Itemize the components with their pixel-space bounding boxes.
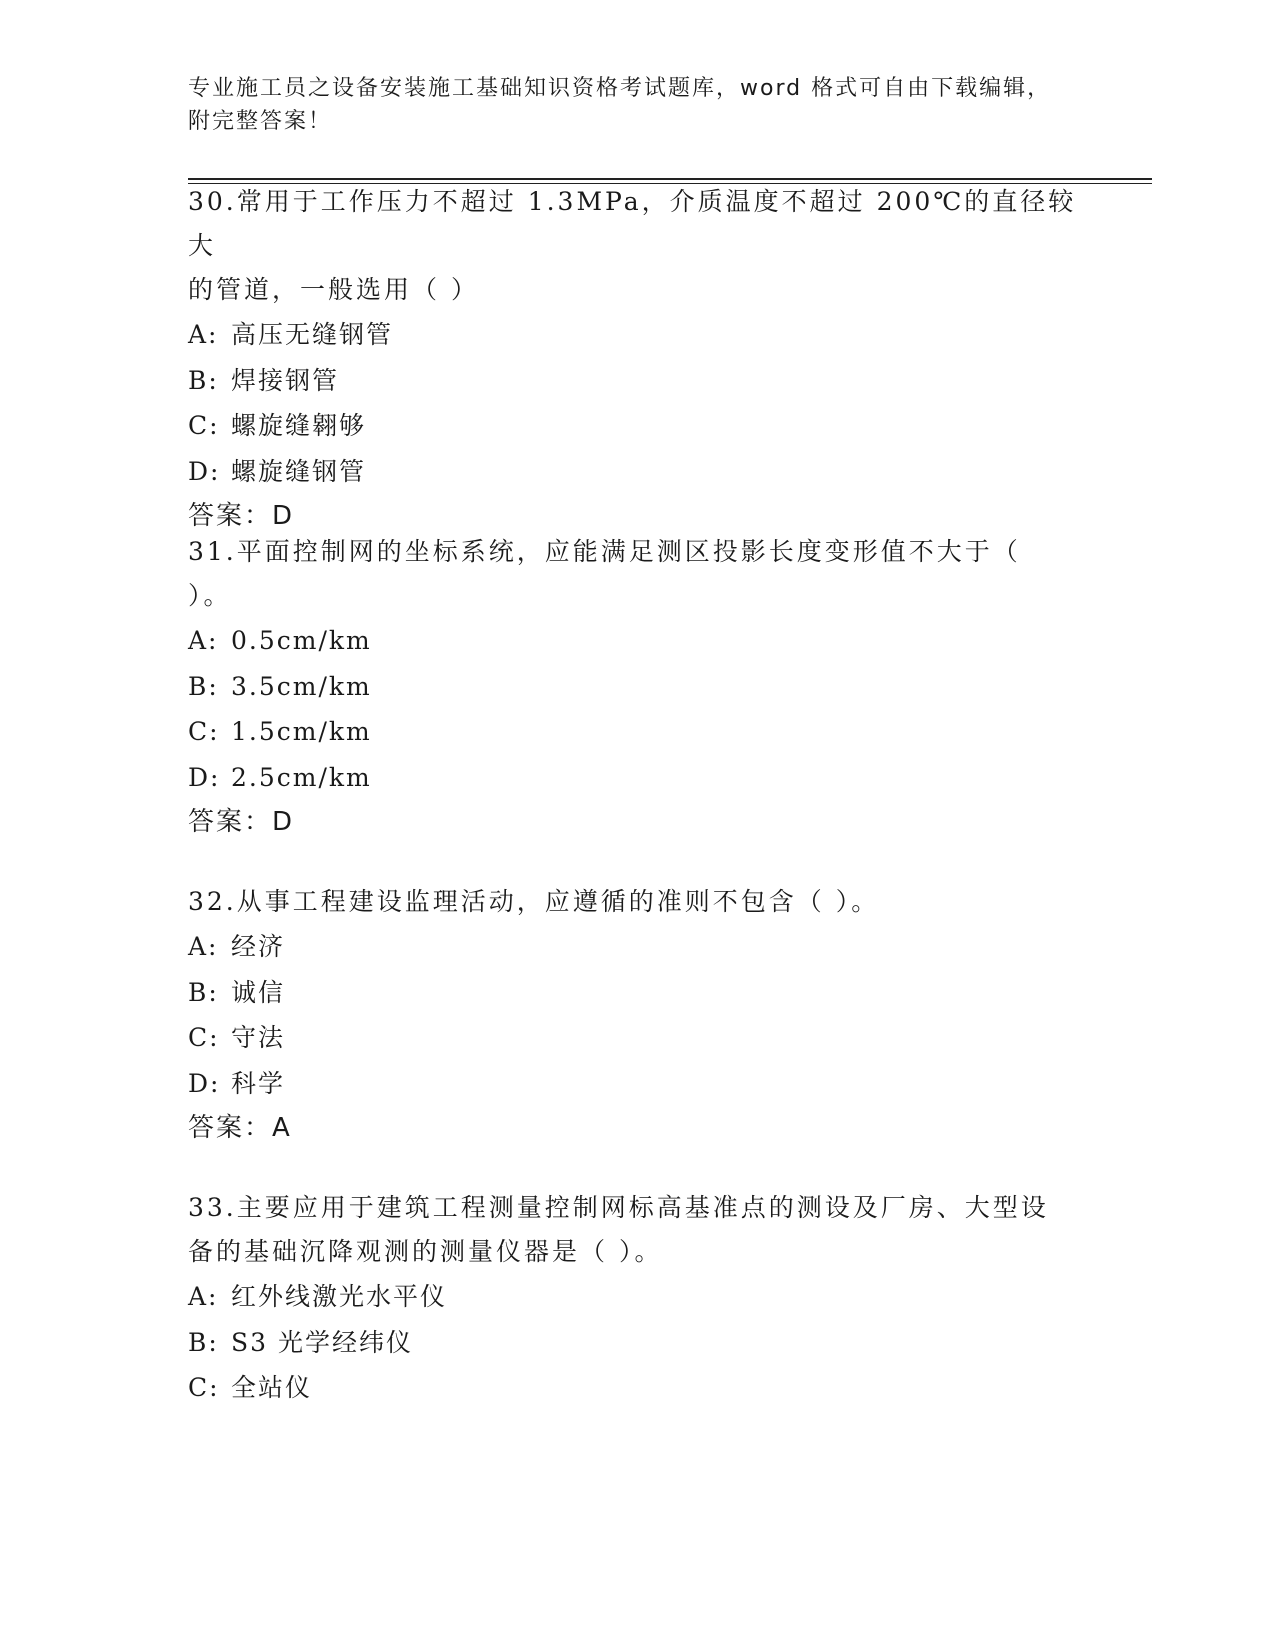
option-key: C: [188, 1023, 220, 1052]
option-d [188, 755, 1088, 801]
option-b [188, 970, 1088, 1016]
option-text: 螺旋缝钢管 [231, 456, 367, 486]
option-a [188, 1274, 1088, 1320]
question-stem-line: 31.平面控制网的坐标系统，应能满足测区投影长度变形值不大于（ [188, 537, 1021, 566]
option-c [188, 1015, 1088, 1061]
option-text: 3.5cm/km [231, 671, 372, 701]
question-33 [188, 1186, 1088, 1411]
option-text: 高压无缝钢管 [231, 320, 394, 349]
option-text: 科学 [231, 1068, 286, 1098]
option-key: B: [188, 1327, 219, 1357]
option-text: 红外线激光水平仪 [231, 1282, 448, 1311]
option-a [188, 924, 1088, 970]
header-line-2: 附完整答案！ [188, 109, 333, 134]
answer-line: 答案：D [188, 807, 295, 837]
option-key: B: [188, 365, 219, 395]
question-stem-line: ）。 [188, 581, 232, 610]
question-30 [188, 180, 1088, 539]
option-c [188, 1365, 1088, 1411]
option-a [188, 618, 1088, 664]
question-31 [188, 530, 1088, 845]
question-stem-line: 的管道，一般选用（ ） [188, 275, 479, 304]
option-b [188, 664, 1088, 710]
option-text: 0.5cm/km [231, 626, 372, 655]
option-key: A: [188, 320, 219, 349]
option-b [188, 358, 1088, 404]
option-key: C: [188, 717, 220, 746]
option-text: 经济 [231, 932, 286, 961]
option-key: D: [188, 762, 221, 792]
document-header [188, 72, 1068, 138]
option-c [188, 403, 1088, 449]
option-key: D: [188, 456, 221, 486]
option-key: A: [188, 626, 219, 655]
question-stem-line: 33.主要应用于建筑工程测量控制网标高基准点的测设及厂房、大型设 [188, 1193, 1049, 1222]
option-key: A: [188, 1282, 219, 1311]
option-text: 1.5cm/km [231, 717, 372, 746]
option-text: 螺旋缝翱够 [231, 411, 367, 440]
option-key: B: [188, 671, 219, 701]
option-key: C: [188, 1373, 220, 1402]
option-key: D: [188, 1068, 221, 1098]
option-key: C: [188, 411, 220, 440]
option-key: A: [188, 932, 219, 961]
answer-line: 答案：D [188, 501, 295, 531]
question-32 [188, 880, 1088, 1151]
option-b [188, 1320, 1088, 1366]
option-key: B: [188, 977, 219, 1007]
option-text: 诚信 [231, 977, 286, 1007]
option-d [188, 1061, 1088, 1107]
option-text: 全站仪 [231, 1373, 313, 1402]
question-stem-line: 30.常用于工作压力不超过 1.3MPa，介质温度不超过 200℃的直径较大 [188, 187, 1077, 260]
option-text: 2.5cm/km [231, 762, 372, 792]
option-c [188, 709, 1088, 755]
option-text: 守法 [231, 1023, 286, 1052]
answer-line: 答案：A [188, 1113, 292, 1143]
option-d [188, 449, 1088, 495]
header-line-1: 专业施工员之设备安装施工基础知识资格考试题库，word 格式可自由下载编辑， [188, 76, 1052, 101]
option-text: 焊接钢管 [231, 365, 340, 395]
option-a [188, 312, 1088, 358]
option-text: S3 光学经纬仪 [231, 1327, 413, 1357]
question-stem-line: 32.从事工程建设监理活动，应遵循的准则不包含（ ）。 [188, 887, 880, 916]
question-stem-line: 备的基础沉降观测的测量仪器是（ ）。 [188, 1237, 663, 1266]
